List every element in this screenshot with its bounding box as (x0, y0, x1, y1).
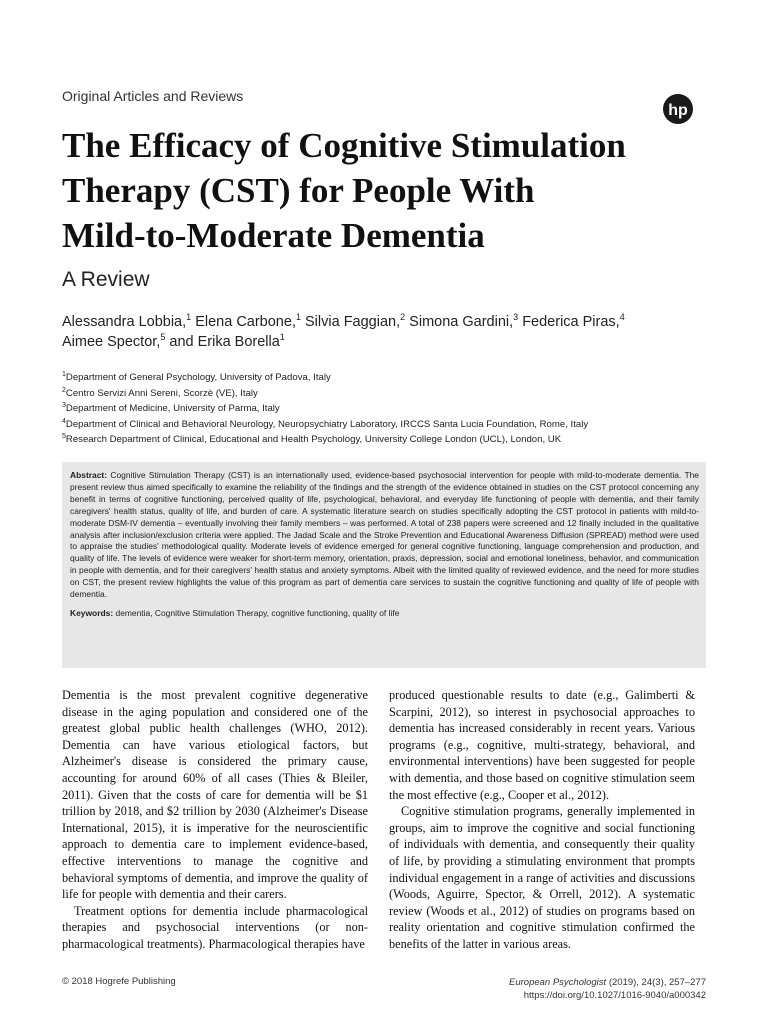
affiliation-sup: 5 (62, 432, 66, 440)
body-column-left (62, 687, 368, 953)
affiliation-item (62, 401, 722, 417)
author-line (62, 332, 722, 352)
author-name: Aimee Spector, (62, 334, 161, 350)
body-paragraph: Dementia is the most prevalent cognitive degenerative disease in the aging population and considered one of the greatest global public health challenges (WHO, 2012). Dementia can have various etiological factors, but Alzheimer's disease is considered the primary cause, accounting for around 60% of all cases (Thies & Bleiler, 2011). Given that the costs of care for dementia will be $1 trillion by 2018, and $2 trillion by 2030 (Alzheimer's Disease International, 2015), it is imperative for the neuroscientific approach to dementia care to implement evidence-based, effective interventions to manage the cognitive and behavioral symptoms of dementia, and improve the quality of life for people with dementia and their carers. (62, 688, 368, 902)
hogrefe-logo-icon (663, 94, 693, 124)
author-affil-sup: 1 (295, 312, 301, 323)
abstract-body: Cognitive Stimulation Therapy (CST) is an internationally used, evidence-based psychosocial intervention for people with mild-to-moderate dementia. The present review thus aimed specifically to examine the reliability of the findings and the strength of the evidence obtained in studies on the CST protocol concerning any benefit in terms of cognitive functioning, perceived quality of life, psychological, behavioral, and everyday life functioning of people with dementia, and their family caregivers' health status, quality of life, and burden of care. A systematic literature search on studies specifically adopting the CST protocol in patients with mild-to-moderate DSM-IV dementia – eventually involving their family members – was performed. A total of 238 papers were screened and 12 finally included in the qualitative analysis after inclusion/exclusion criteria were applied. The Jadad Scale and the Stroke Prevention and Educational Awareness Diffusion (SPREAD) method were used to appraise the studies' methodological quality. Moderate levels of evidence emerged for general cognitive functioning, language comprehension and production, and quality of life. The levels of evidence were weaker for short-term memory, orientation, praxis, depression, social and emotional loneliness, behavior, and communication in people with dementia, and for their caregivers' health status and anxiety symptoms. Albeit with the limited quality of reviewed evidence, and the need for more studies on CST, the present review highlights the value of this program as part of dementia care services to sustain the cognitive functioning and quality of life of people with dementia. (70, 470, 699, 600)
author-affil-sup: 4 (619, 312, 625, 323)
svg-text:hp: hp (668, 102, 688, 119)
affiliation-text: Department of Clinical and Behavioral Neurology, Neuropsychiatry Laboratory, IRCCS Santa Lucia Foundation, Rome, Italy (65, 418, 589, 430)
title-line: Mild-to-Moderate Dementia (62, 216, 485, 255)
doi-link[interactable]: https://doi.org/10.1027/1016-9040/a000342 (523, 990, 706, 1001)
citation-line (509, 976, 706, 989)
keywords-label: Keywords: (70, 607, 114, 618)
article-subtitle: A Review (62, 268, 150, 291)
body-column-right (389, 687, 695, 953)
affiliation-sup: 3 (62, 401, 66, 409)
author-affil-sup: 5 (160, 332, 166, 343)
affiliation-item (62, 386, 722, 402)
author-name: and Erika Borella (169, 334, 280, 350)
affiliation-text: Department of Medicine, University of Parma, Italy (65, 403, 280, 414)
affiliation-list (62, 370, 722, 448)
author-name: Silvia Faggian, (305, 314, 401, 330)
citation-volume: (2019), 24(3), 257–277 (608, 977, 706, 988)
title-line: The Efficacy of Cognitive Stimulation (62, 126, 626, 165)
author-line (62, 312, 722, 332)
affiliation-sup: 4 (62, 417, 66, 425)
author-affil-sup: 2 (400, 312, 406, 323)
article-title (62, 123, 722, 258)
author-name: Federica Piras, (522, 314, 620, 330)
section-label: Original Articles and Reviews (62, 88, 244, 104)
abstract-box (62, 462, 706, 668)
copyright: © 2018 Hogrefe Publishing (62, 976, 176, 987)
affiliation-sup: 2 (62, 386, 66, 394)
abstract-label: Abstract: (70, 470, 108, 480)
affiliation-sup: 1 (62, 370, 66, 378)
author-name: Alessandra Lobbia, (62, 314, 187, 330)
affiliation-text: Centro Servizi Anni Sereni, Scorzè (VE), Italy (65, 387, 258, 399)
abstract (70, 470, 699, 601)
author-affil-sup: 3 (513, 312, 519, 323)
keywords (70, 607, 699, 619)
author-affil-sup: 1 (186, 312, 192, 323)
citation-block (509, 976, 706, 1002)
affiliation-item (62, 417, 722, 433)
affiliation-item (62, 370, 722, 386)
author-name: Elena Carbone, (195, 314, 296, 330)
body-paragraph: produced questionable results to date (e.g., Galimberti & Scarpini, 2012), so interest in psychosocial approaches to dementia has increased considerably in recent years. Various programs (e.g., cognitive, multi-strategy, behavioral, and environmental interventions) have been suggested for people with dementia, and those based on cognitive stimulation seem the most effective (e.g., Cooper et al., 2012). (389, 688, 695, 802)
body-paragraph: Cognitive stimulation programs, generally implemented in groups, aim to improve the cognitive and social functioning of individuals with dementia, and consequently their quality of life, by providing a stimulating environment that prompts individual engagement in a range of activities and discussions (Woods, Aguirre, Spector, & Orrell, 2012). A systematic review (Woods et al., 2012) of studies on programs based on reality orientation and cognitive stimulation confirmed the benefits of the latter in various areas. (389, 804, 695, 951)
title-line: Therapy (CST) for People With (62, 171, 535, 210)
affiliation-text: Department of General Psychology, University of Padova, Italy (65, 372, 331, 383)
affiliation-item (62, 432, 722, 448)
body-paragraph: Treatment options for dementia include pharmacological therapies and psychosocial interventions (or non-pharmacological treatments). Pharmacological therapies have (62, 903, 368, 951)
keywords-body: dementia, Cognitive Stimulation Therapy, cognitive functioning, quality of life (115, 607, 400, 618)
author-affil-sup: 1 (279, 332, 285, 343)
author-name: Simona Gardini, (409, 314, 514, 330)
author-list (62, 312, 722, 352)
journal-name: European Psychologist (509, 977, 607, 988)
affiliation-text: Research Department of Clinical, Educational and Health Psychology, University College London (UCL), London, UK (65, 434, 562, 445)
